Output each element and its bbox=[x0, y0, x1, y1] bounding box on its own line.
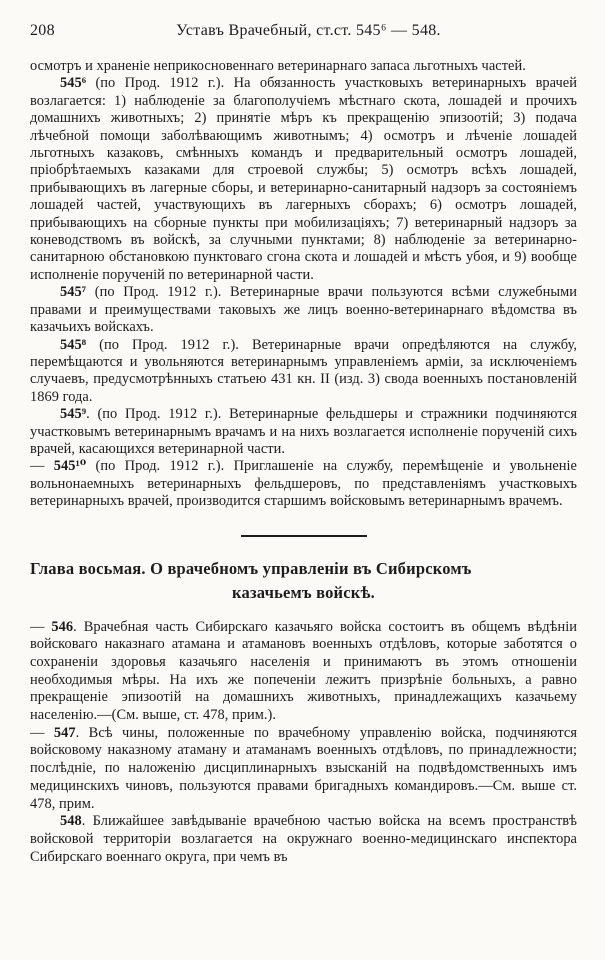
articles-bottom bbox=[30, 619, 577, 867]
article-number: 545¹⁰ bbox=[53, 458, 87, 475]
page-number: 208 bbox=[30, 22, 55, 39]
article-continuation bbox=[30, 58, 577, 75]
article-545-6 bbox=[30, 75, 577, 284]
article-number: 545⁸ bbox=[60, 336, 87, 353]
article-545-10 bbox=[30, 458, 577, 510]
article-text: (по Прод. 1912 г.). Ветеринарные врачи пользуются всѣми служебными правами и преимуществами таковыхъ же лицъ военно-ветеринарнаго вѣдомства въ казачьихъ войскахъ. bbox=[30, 284, 577, 336]
chapter-heading bbox=[30, 557, 577, 605]
article-text: . Врачебная часть Сибирскаго казачьяго войска состоитъ въ общемъ вѣдѣніи войсковаго наказнаго атамана и атамановъ военныхъ отдѣловъ, которые заботятся о сохраненіи здоровья казачьяго населенія и принимаютъ въ этомъ отношеніи необходимыя мѣры. На ихъ же попеченіи лежитъ призрѣніе больныхъ, а равно прекращеніе эпизоотій на домашнихъ животныхъ, принадлежащихъ казачьему населенію.—(См. выше, ст. 478, прим.). bbox=[30, 618, 577, 724]
article-number: 545⁷ bbox=[60, 284, 87, 301]
articles-top bbox=[30, 58, 577, 511]
article-text: осмотръ и храненіе неприкосновеннаго ветеринарнаго запаса льготныхъ частей. bbox=[30, 58, 526, 74]
article-text: . (по Прод. 1912 г.). Ветеринарные фельдшеры и стражники подчиняются участковымъ ветеринарнымъ врачамъ и на нихъ возлагается исполненіе порученій сихъ врачей, касающихся ветеринарной части. bbox=[30, 406, 577, 457]
article-547 bbox=[30, 725, 577, 814]
article-545-7 bbox=[30, 284, 577, 336]
article-number: 546 bbox=[51, 618, 74, 635]
article-prefix: — bbox=[30, 724, 54, 741]
article-text: (по Прод. 1912 г.). На обязанность участковыхъ ветеринарныхъ врачей возлагается: 1) наблюденіе за благополучіемъ мѣстнаго скота, лошадей и прочихъ домашнихъ животныхъ; 2) принятіе мѣръ къ прекращенію эпизоотій; 3) подача лѣчебной помощи заболѣвающимъ животнымъ; 4) осмотръ и лѣченіе лошадей льготныхъ казаковъ, смѣнныхъ командъ и предварительный осмотръ лошадей, пріобрѣтаемыхъ казаками для строевой службы; 5) осмотръ всѣхъ лошадей, прибывающихъ въ лагерные сборы, и ветеринарно-санитарный надзоръ за состояніемъ лошадей частей, участвующихъ въ лагерныхъ сборахъ; 6) осмотръ лошадей, прибывающихъ на сборные пункты при мобилизаціяхъ; 7) ветеринарный надзоръ за коневодствомъ въ войскѣ, за случными пунктами; 8) наблюденіе за ветеринарно-санитарною обстановкою пунктоваго сгона скота и лошадей и мѣстъ убоя, и 9) вообще исполненіе порученій по ветеринарной части. bbox=[30, 75, 577, 283]
running-title: Уставъ Врачебный, ст.ст. 545⁶ — 548. bbox=[176, 22, 441, 39]
article-545-8 bbox=[30, 337, 577, 407]
article-text: . Всѣ чины, положенные по врачебному управленію войска, подчиняются войсковому наказному атаману и атаманамъ военныхъ отдѣловъ, по принадлежности; послѣдніе, по наложенію дисциплинарныхъ взысканій на подвѣдомственныхъ имъ медицинскихъ чиновъ, пользуются правами бригадныхъ командировъ.—См. выше ст. 478, прим. bbox=[30, 724, 577, 812]
chapter-title-line-2: казачьемъ войскѣ. bbox=[232, 582, 375, 602]
section-divider bbox=[241, 535, 367, 537]
page-header bbox=[30, 22, 577, 48]
article-text: (по Прод. 1912 г.). Приглашеніе на службу, перемѣщеніе и увольненіе вольнонаемныхъ ветеринарныхъ фельдшеровъ, по представленіямъ участковыхъ ветеринарныхъ врачей, производится старшимъ войсковымъ ветеринарнымъ врачемъ. bbox=[30, 458, 577, 510]
article-text: . Ближайшее завѣдываніе врачебною частью войска на всемъ пространствѣ войсковой территоріи возлагается на окружнаго военно-медицинскаго инспектора Сибирскаго военнаго округа, при чемъ въ bbox=[30, 813, 577, 865]
article-prefix: — bbox=[30, 618, 52, 635]
article-number: 547 bbox=[53, 724, 76, 741]
article-number: 545⁹ bbox=[60, 406, 87, 423]
article-prefix: — bbox=[30, 458, 54, 475]
article-text: (по Прод. 1912 г.). Ветеринарные врачи опредѣляются на службу, перемѣщаются и увольняются ветеринарнымъ управленіемъ арміи, за исключеніемъ случаевъ, предусмотрѣнныхъ статьею 431 кн. II (изд. 3) свода военныхъ постановленій 1869 года. bbox=[30, 336, 577, 405]
article-548 bbox=[30, 813, 577, 866]
article-545-9 bbox=[30, 406, 577, 458]
article-546 bbox=[30, 619, 577, 725]
article-number: 545⁶ bbox=[60, 75, 87, 92]
chapter-title-line-1: Глава восьмая. О врачебномъ управленіи въ Сибирскомъ bbox=[30, 558, 472, 578]
article-number: 548 bbox=[60, 813, 82, 830]
